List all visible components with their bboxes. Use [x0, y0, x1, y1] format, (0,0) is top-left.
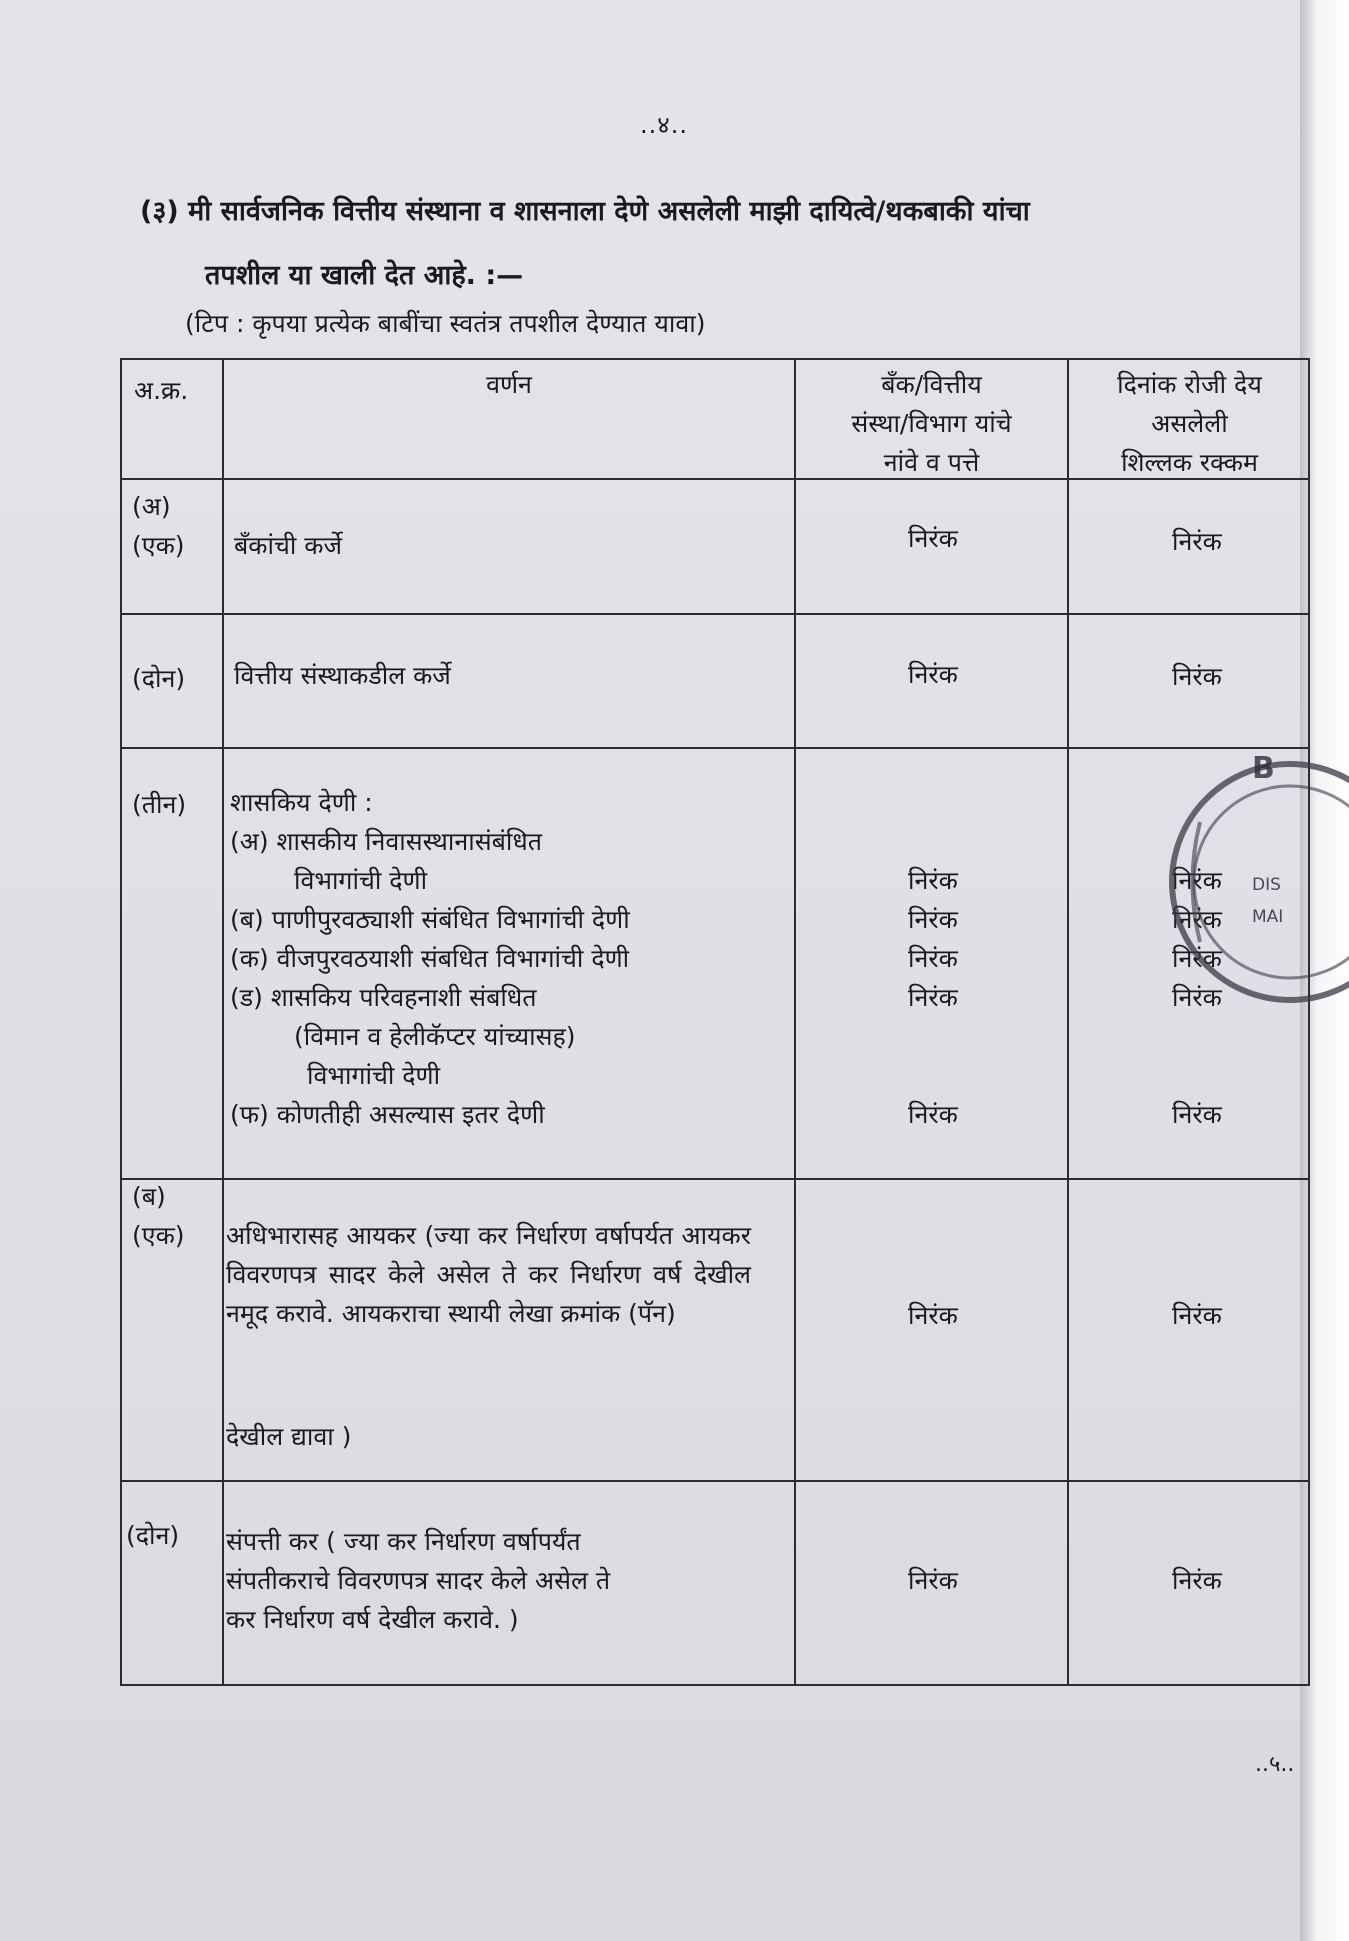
seal-letter: MAI — [1252, 907, 1284, 927]
table-row-divider — [122, 1480, 1308, 1482]
amount-value: निरंक — [1172, 662, 1222, 691]
amount-value: निरंक — [1172, 905, 1222, 934]
serial-label: (एक) — [132, 1220, 185, 1250]
header-amount — [1069, 366, 1310, 482]
serial-label: (अ) — [132, 492, 171, 521]
amount-value: निरंक — [1172, 866, 1222, 895]
row-serial — [132, 488, 185, 566]
section-heading-continued: तपशील या खाली देत आहे. :— — [205, 260, 524, 291]
serial-label: (एक) — [132, 530, 185, 560]
amount-value: निरंक — [1172, 1100, 1222, 1129]
bank-value: निरंक — [908, 1566, 958, 1595]
amount-value: निरंक — [1172, 1566, 1222, 1595]
amount-value: निरंक — [1172, 944, 1222, 973]
table-row-divider — [122, 747, 1308, 749]
row-description: (क) वीजपुरवठयाशी संबधित विभागांची देणी — [230, 944, 630, 973]
instruction-note: (टिप : कृपया प्रत्येक बाबींचा स्वतंत्र तपशील देण्यात यावा) — [185, 309, 706, 338]
bank-value: निरंक — [908, 1100, 958, 1129]
seal-letter: B — [1252, 751, 1275, 786]
header-description: वर्णन — [486, 370, 532, 399]
seal-letter: DIS — [1252, 875, 1281, 895]
table-col-divider — [794, 360, 796, 1684]
row-serial: (दोन) — [132, 664, 186, 693]
row-description: (विमान व हेलीकॅप्टर यांच्यासह) — [294, 1022, 576, 1051]
row-description: संपत्ती कर ( ज्या कर निर्धारण वर्षापर्यंत — [226, 1527, 581, 1556]
header-serial: अ.क्र. — [134, 376, 189, 405]
serial-label: (ब) — [132, 1182, 166, 1211]
row-serial: (तीन) — [132, 790, 187, 819]
table-col-divider — [1067, 360, 1069, 1684]
bank-value: निरंक — [908, 983, 958, 1012]
section-heading: (३) मी सार्वजनिक वित्तीय संस्थाना व शासनाला देणे असलेली माझी दायित्वे/थकबाकी यांचा — [140, 196, 1030, 227]
header-amount-line: दिनांक रोजी देय — [1117, 370, 1262, 399]
header-bank — [796, 366, 1067, 482]
continued-marker: ..५.. — [1255, 1752, 1295, 1777]
row-description: (ड) शासकिय परिवहनाशी संबधित — [230, 983, 537, 1012]
bank-value: निरंक — [908, 1301, 958, 1330]
amount-value: निरंक — [1172, 1301, 1222, 1330]
table-col-divider — [222, 360, 224, 1684]
row-serial: (दोन) — [126, 1521, 180, 1550]
row-description: कर निर्धारण वर्ष देखील करावे. ) — [226, 1605, 519, 1634]
row-description: अधिभारासह आयकर (ज्या कर निर्धारण वर्षापर्यत आयकर विवरणपत्र सादर केले असेल ते कर निर्धारण वर्ष देखील नमूद करावे. आयकराचा स्थायी लेखा क्रमांक (पॅन) — [226, 1221, 751, 1328]
bank-value: निरंक — [908, 524, 958, 553]
row-serial — [132, 1178, 185, 1256]
row-description: विभागांची देणी — [294, 866, 428, 895]
header-amount-line: शिल्लक रक्कम — [1121, 447, 1258, 477]
page-number: ..४.. — [640, 111, 688, 139]
bank-value: निरंक — [908, 944, 958, 973]
header-bank-line: बँक/वित्तीय — [881, 370, 982, 399]
row-description: शासकिय देणी : — [230, 788, 373, 817]
row-description: वित्तीय संस्थाकडील कर्जे — [234, 661, 451, 690]
row-description: बँकांची कर्जे — [234, 531, 342, 560]
row-description: (फ) कोणतीही असल्यास इतर देणी — [230, 1100, 545, 1129]
row-description: देखील द्यावा ) — [226, 1422, 352, 1451]
header-bank-line: संस्था/विभाग यांचे — [851, 408, 1012, 438]
bank-value: निरंक — [908, 905, 958, 934]
row-description: विभागांची देणी — [307, 1061, 441, 1090]
header-bank-line: नांवे व पत्ते — [883, 447, 980, 477]
bank-value: निरंक — [908, 660, 958, 689]
table-row-divider — [122, 1178, 1308, 1180]
amount-value: निरंक — [1172, 983, 1222, 1012]
table-row-divider — [122, 613, 1308, 615]
row-description: संपतीकराचे विवरणपत्र सादर केले असेल ते — [226, 1566, 611, 1595]
row-description: (ब) पाणीपुरवठ्याशी संबंधित विभागांची देणी — [230, 905, 630, 934]
header-amount-line: असलेली — [1151, 408, 1228, 438]
row-description: (अ) शासकीय निवासस्थानासंबंधित — [230, 827, 542, 856]
liabilities-table — [120, 358, 1310, 1686]
bank-value: निरंक — [908, 866, 958, 895]
amount-value: निरंक — [1172, 527, 1222, 556]
